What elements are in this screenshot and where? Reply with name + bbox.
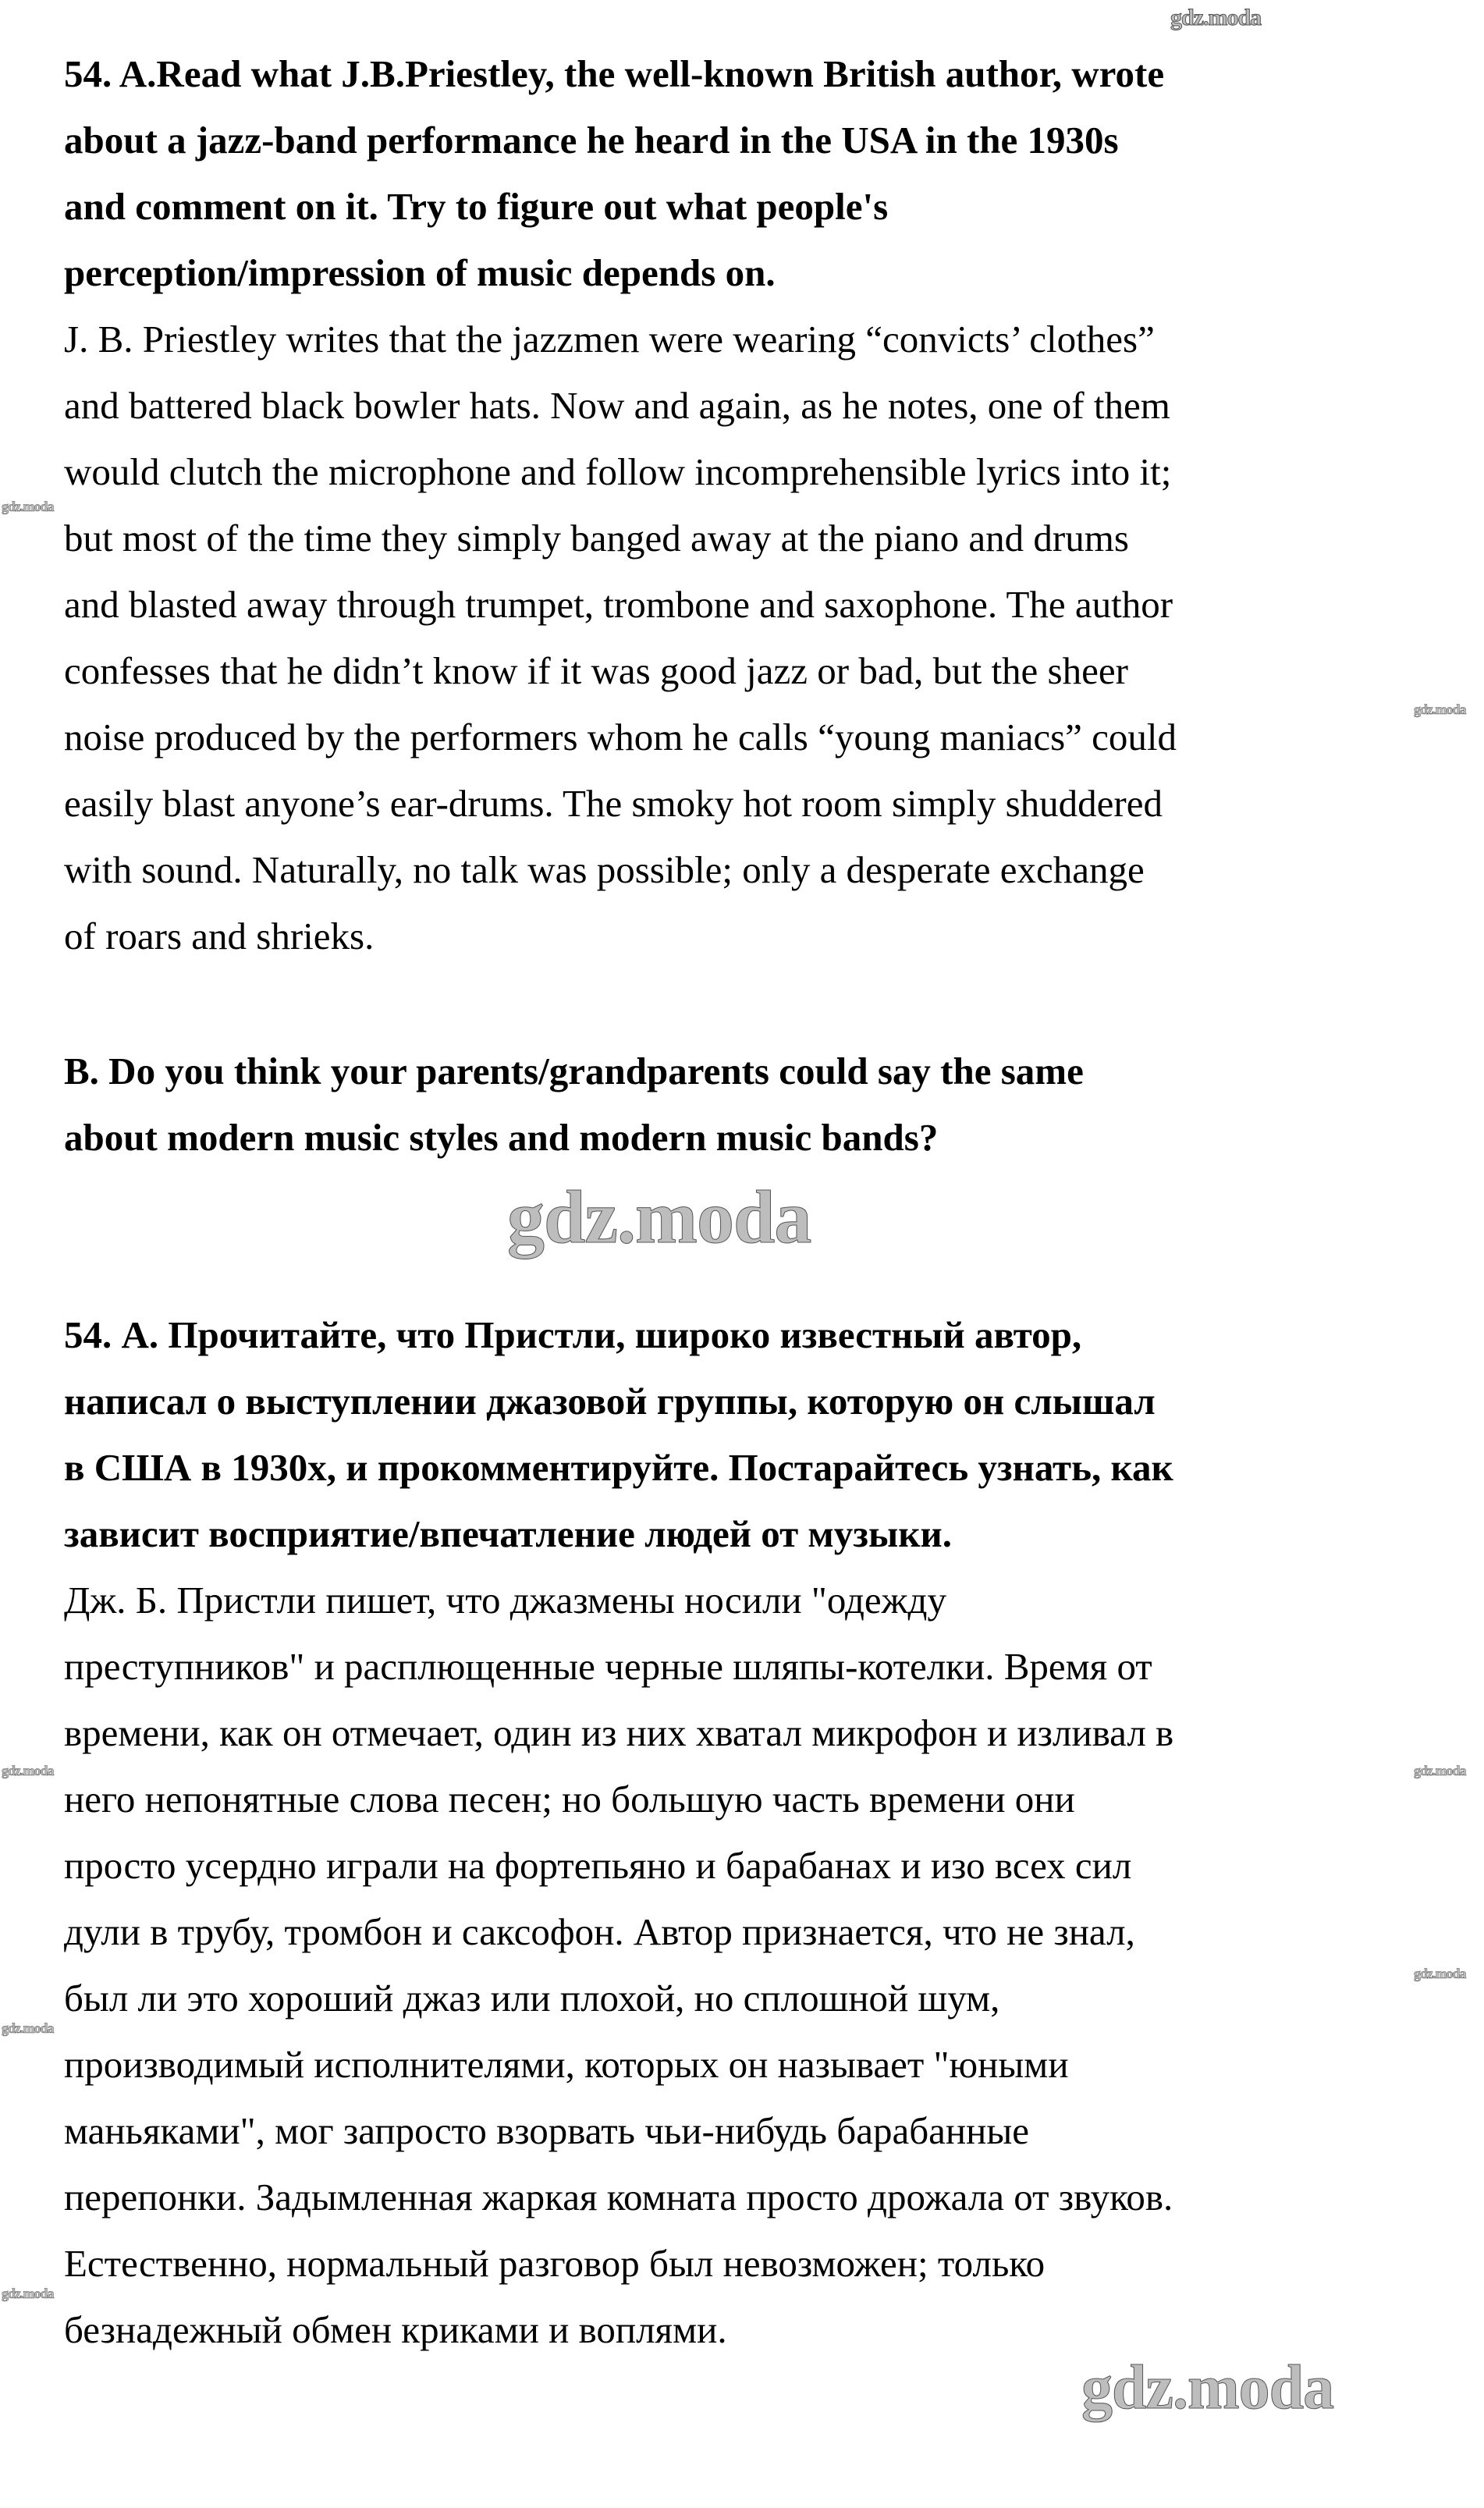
watermark: gdz.moda <box>1414 1966 1466 1981</box>
task-a-ru-answer-line: Дж. Б. Пристли пишет, что джазмены носили "одежду <box>64 1579 946 1622</box>
task-a-answer-line: with sound. Naturally, no talk was possible; only a desperate exchange <box>64 848 1145 891</box>
task-b-heading-line: B. Do you think your parents/grandparents could say the same <box>64 1050 1084 1092</box>
task-a-ru-answer-line: производимый исполнителями, которых он называет "юными <box>64 2043 1069 2086</box>
task-a-ru-answer-line: безнадежный обмен криками и воплями. <box>64 2308 727 2351</box>
task-a-ru-answer-line: времени, как он отмечает, один из них хватал микрофон и изливал в <box>64 1711 1174 1754</box>
task-a-heading-line: 54. A.Read what J.B.Priestley, the well-known British author, wrote <box>64 52 1165 95</box>
task-a-ru-answer-line: перепонки. Задымленная жаркая комната просто дрожала от звуков. <box>64 2176 1173 2218</box>
task-a-ru-answer-line: дули в трубу, тромбон и саксофон. Автор признается, что не знал, <box>64 1910 1135 1953</box>
task-a-ru-answer-line: был ли это хороший джаз или плохой, но сплошной шум, <box>64 1977 1000 2020</box>
task-a-ru-answer-line: преступников" и расплющенные черные шляпы-котелки. Время от <box>64 1645 1152 1688</box>
task-a-answer-line: of roars and shrieks. <box>64 915 375 957</box>
task-a-answer-line: would clutch the microphone and follow incomprehensible lyrics into it; <box>64 450 1172 493</box>
task-a-ru-heading-line: 54. А. Прочитайте, что Пристли, широко известный автор, <box>64 1313 1082 1356</box>
task-a-answer-line: easily blast anyone’s ear-drums. The smoky hot room simply shuddered <box>64 782 1163 825</box>
task-a-ru-heading-line: написал о выступлении джазовой группы, которую он слышал <box>64 1380 1156 1423</box>
watermark: gdz.moda <box>2 499 54 514</box>
task-a-answer-line: J. B. Priestley writes that the jazzmen were wearing “convicts’ clothes” <box>64 318 1155 361</box>
task-a-answer-line: and blasted away through trumpet, trombone and saxophone. The author <box>64 583 1173 626</box>
task-b-section <box>64 1038 1084 1171</box>
watermark: gdz.moda <box>1170 5 1262 30</box>
task-a-heading-line: and comment on it. Try to figure out what people's <box>64 185 889 228</box>
task-a-section <box>64 41 1177 969</box>
task-a-ru-answer-line: Естественно, нормальный разговор был невозможен; только <box>64 2242 1046 2285</box>
watermark: gdz.moda <box>1414 702 1466 717</box>
watermark: gdz.moda <box>2 1763 54 1778</box>
task-a-ru-answer-line: просто усердно играли на фортепьяно и барабанах и изо всех сил <box>64 1844 1132 1887</box>
watermark: gdz.moda <box>1414 1763 1466 1778</box>
task-a-ru-answer-line: маньяками", мог запросто взорвать чьи-нибудь барабанные <box>64 2109 1029 2152</box>
task-a-answer-line: confesses that he didn’t know if it was good jazz or bad, but the sheer <box>64 649 1128 692</box>
task-a-answer-line: and battered black bowler hats. Now and again, as he notes, one of them <box>64 384 1170 427</box>
task-a-ru-answer-line: него непонятные слова песен; но большую часть времени они <box>64 1778 1075 1821</box>
task-a-ru-heading-line: в США в 1930х, и прокомментируйте. Постарайтесь узнать, как <box>64 1446 1173 1489</box>
watermark: gdz.moda <box>2 2020 54 2036</box>
task-a-heading-line: about a jazz-band performance he heard in the USA in the 1930s <box>64 119 1119 162</box>
task-a-ru-heading-line: зависит восприятие/впечатление людей от музыки. <box>64 1512 952 1555</box>
watermark: gdz.moda <box>507 1175 811 1259</box>
task-b-heading-line: about modern music styles and modern music bands? <box>64 1116 939 1159</box>
task-a-heading-line: perception/impression of music depends on. <box>64 251 776 294</box>
task-a-ru-section <box>64 1302 1173 2363</box>
watermark: gdz.moda <box>1081 2353 1334 2422</box>
task-a-answer-line: but most of the time they simply banged away at the piano and drums <box>64 517 1129 560</box>
task-a-answer-line: noise produced by the performers whom he calls “young maniacs” could <box>64 716 1177 758</box>
watermark: gdz.moda <box>2 2286 54 2301</box>
